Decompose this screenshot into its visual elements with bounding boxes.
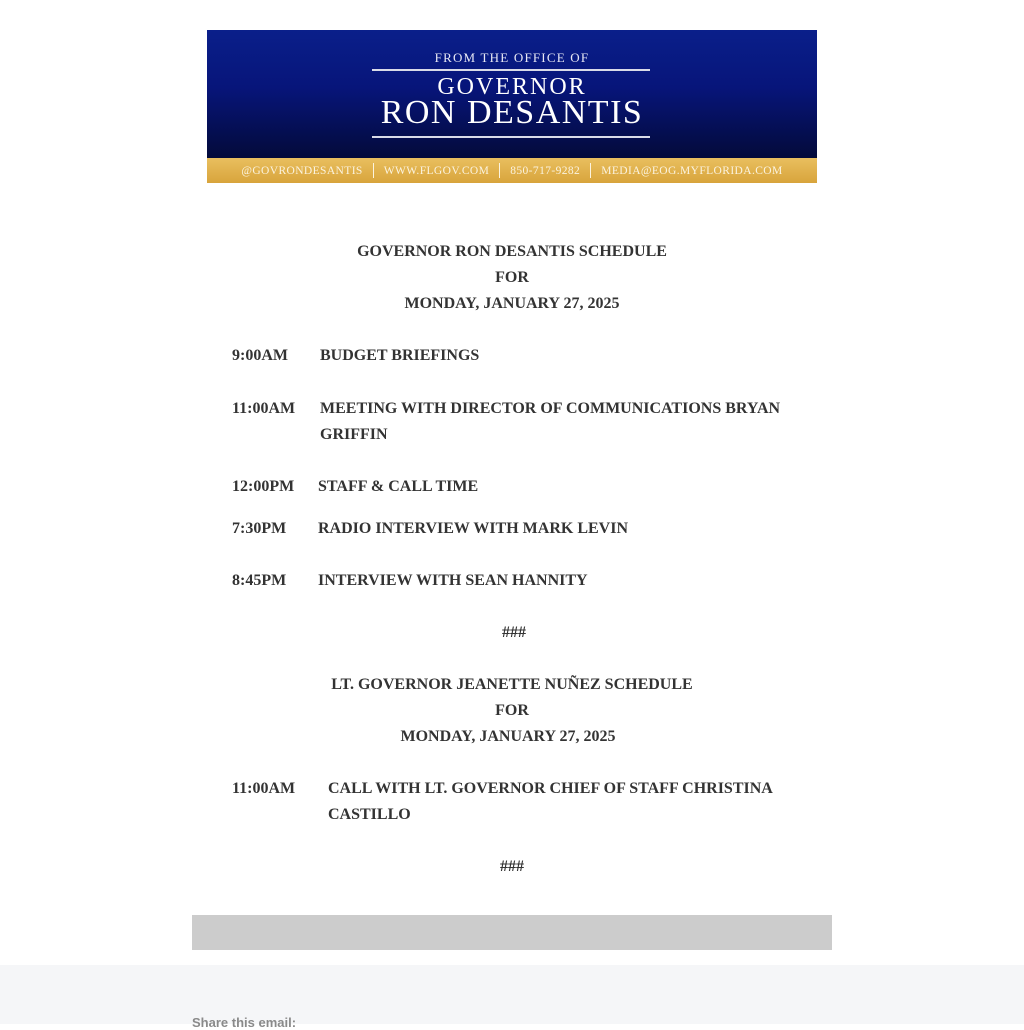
lt-governor-end-mark: ### bbox=[500, 858, 524, 875]
schedule-event: STAFF & CALL TIME bbox=[318, 478, 479, 495]
schedule-event: BUDGET BRIEFINGS bbox=[320, 347, 480, 364]
banner-title-area bbox=[207, 30, 817, 158]
banner-email: MEDIA@EOG.MYFLORIDA.COM bbox=[601, 164, 783, 177]
lt-governor-schedule-for: FOR bbox=[495, 702, 529, 719]
governor-schedule-for: FOR bbox=[495, 269, 529, 286]
banner-website: WWW.FLGOV.COM bbox=[383, 164, 490, 177]
governor-schedule-heading: GOVERNOR RON DESANTIS SCHEDULE bbox=[357, 243, 667, 260]
banner-rule-bottom bbox=[372, 136, 650, 138]
schedule-event: INTERVIEW WITH SEAN HANNITY bbox=[318, 572, 588, 589]
schedule-time: 12:00PM bbox=[232, 478, 295, 495]
schedule-time: 8:45PM bbox=[232, 572, 287, 589]
banner-kicker: FROM THE OFFICE OF bbox=[434, 50, 590, 65]
schedule-event: MEETING WITH DIRECTOR OF COMMUNICATIONS BRYAN GRIFFIN bbox=[320, 400, 781, 443]
banner-title-line1: GOVERNOR bbox=[437, 74, 587, 100]
banner-title-line2: RON DESANTIS bbox=[380, 94, 644, 131]
schedule-time: 7:30PM bbox=[232, 520, 287, 537]
banner-phone: 850-717-9282 bbox=[510, 164, 581, 177]
banner-contact-strip bbox=[207, 158, 817, 183]
divider-bar bbox=[192, 915, 832, 950]
schedule-time: 11:00AM bbox=[232, 400, 296, 417]
lt-governor-schedule-date: MONDAY, JANUARY 27, 2025 bbox=[400, 728, 616, 745]
header-banner bbox=[207, 30, 817, 183]
divider bbox=[499, 163, 500, 178]
schedule-event: CALL WITH LT. GOVERNOR CHIEF OF STAFF CHRISTINA CASTILLO bbox=[328, 780, 772, 823]
share-label: Share this email: bbox=[192, 1015, 297, 1030]
divider bbox=[373, 163, 374, 178]
schedule-time: 11:00AM bbox=[232, 780, 296, 797]
divider bbox=[590, 163, 591, 178]
governor-end-mark: ### bbox=[502, 624, 526, 641]
schedule-event: RADIO INTERVIEW WITH MARK LEVIN bbox=[318, 520, 629, 537]
schedule-time: 9:00AM bbox=[232, 347, 288, 364]
banner-rule-top bbox=[372, 69, 650, 71]
banner-twitter-handle: @GOVRONDESANTIS bbox=[241, 164, 363, 177]
email-footer bbox=[0, 965, 1024, 1030]
governor-schedule-date: MONDAY, JANUARY 27, 2025 bbox=[404, 295, 620, 312]
lt-governor-schedule-heading: LT. GOVERNOR JEANETTE NUÑEZ SCHEDULE bbox=[331, 676, 693, 693]
